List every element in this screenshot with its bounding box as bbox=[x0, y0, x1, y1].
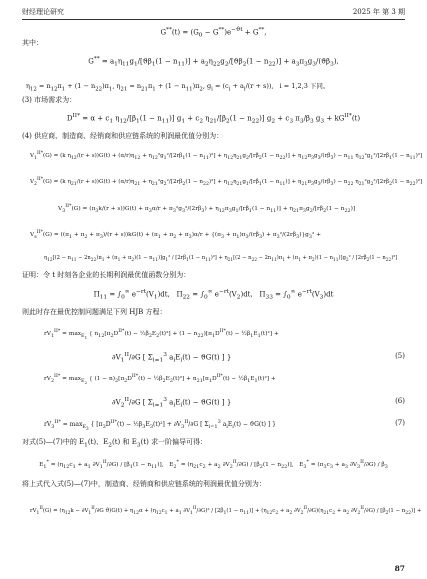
equation-vs-line2: $\eta_{12}[(2 - n_{11} - 2n_{22})\pi_1 + (\pi_1 + \pi_2)(1 - n_{11})]g_1^2 / [2r\beta_1(1 - n_{11})^2] + \eta_{21}[(2 - n_{22} - 2n_{11})\pi_1 + (\pi_1 + \pi_2)(1 - n_{11})]g_2^2 / [2r\beta_2(1 - n_{22})^2]$ bbox=[44, 255, 398, 264]
equation-7-number: (7) bbox=[395, 419, 405, 427]
equation-vs-line1: $V_s^{II*}(G) = ((\pi_1 + \pi_2 + \pi_3)/(r + s))kG(t) + (\pi_1 + \pi_2 + \pi_3)\alpha/r + \{(\pi_3 + \pi_1)\pi_3/(r\beta_3) + \pi_3^2/(2r\beta_3)\}g_3^2$ + bbox=[30, 230, 321, 241]
equation-6-line2: $\partial V_2^{II}/\partial G$ [ $\Sigma_{i=1}^3$ $a_iE_i(t) - ϑG(t)$ ] } bbox=[112, 397, 232, 409]
profit-label: (4) 供应商、制造商、经销商和供应链系统的利润最优值分别为： bbox=[22, 132, 224, 140]
where-label: 其中： bbox=[22, 39, 43, 47]
equation-last: $rV_1^{II}(G) = (\eta_{12}k - \partial V_1^{II}/\partial G$ $ϑ)G(t) + \eta_{12}\alpha + (\eta_{12}c_1 + a_1$ $\partial V_1^{II}/\partial G)^2 / [2\beta_1(1 - n_{11})] + (\eta_{12}c_2 + a_2$ $\partial V_2^{II}/\partial G)(\eta_{21}c_2 + a_2$ $\partial V_2^{II}/\partial G) / [\beta_2(1 - n_{22})]$ + bbox=[30, 506, 422, 516]
equation-g-def: $G^{**} = a_1\eta_{11}g_1/[ϑ\beta_1(1 - n_{11})] + a_2\eta_{22}g_2/[ϑ\beta_2(1 - n_{22})] + a_3\pi_3g_3/(ϑ\beta_3)$, bbox=[88, 56, 339, 68]
equation-demand: $D^{II*} = \alpha + c_1$ $\eta_{12}/[\beta_1(1 - n_{11})] g_1 + c_2$ $\eta_{21}/[\beta_2(1 - n_{22})] g_2 + c_3$ $\pi_3/\beta_3$ $g_3 + kG^{II*}(t)$ bbox=[66, 113, 361, 125]
equation-v1: $V_1^{II*}(G) = (k$ $\eta_{12}/(r + s))G(t) + (\alpha/r)\eta_{12} + \eta_{12}^2g_1^2/[2r\beta_1(1 - n_{11})^2] + \eta_{12}\eta_{21}g_2/[r\beta_2(1 - n_{22})] + \eta_{12}\pi_3g_3/(r\beta_3) - n_{11}$ $\eta_{12}^2g_1^2/[2r\beta_1(1 - n_{11})^2]$ bbox=[30, 151, 423, 161]
equation-pi: $\Pi_{11} = \int_0^\infty$ $e^{-rt}(V_1)dt$, $\Pi_{22} = \int_0^\infty$ $e^{-rt}(V_2)dt$, $\Pi_{33} = \int_0^\infty$ $e^{-rt}(V_3)dt$ bbox=[93, 289, 334, 301]
substitute-text: 将上式代入式(5)—(7)中，制造商、经销商和供应链系统的利润最优值分别为： bbox=[22, 480, 266, 488]
page-body bbox=[22, 24, 423, 561]
demand-label: (3) 市场需求为： bbox=[22, 96, 77, 104]
proof-text: 证明：令 t 时刻各企业的长期利润最优值函数分别为： bbox=[22, 271, 191, 279]
header-rule bbox=[22, 19, 405, 20]
equation-g-star: $G^{**}(t) = (G_0 - G^{**})e^{-ϑt} + G^{**}$, bbox=[160, 27, 267, 39]
equation-6-number: (6) bbox=[395, 397, 405, 405]
hjb-text: 则此时存在最优控制问题满足下列 HJB 方程： bbox=[22, 308, 167, 316]
first-order-text: 对式(5)—(7)中的 $E_1(t)$、$E_2(t)$ 和 $E_3(t)$ 求一阶偏导可得： bbox=[22, 438, 208, 449]
equation-5-line2: $\partial V_1^{II}/\partial G$ [ $\Sigma_{i=1}^3$ $a_iE_i(t) - ϑG(t)$ ] } bbox=[112, 352, 232, 364]
page-number: 87 bbox=[394, 564, 405, 573]
equation-e-star: $E_1^* = (\eta_{12}c_1 + a_1$ $\partial V_1^{II}/\partial G) / [\beta_1(1 - n_{11})]$, $E_2^* = (\eta_{21}c_2 + a_2$ $\partial V_2^{II}/\partial G) / [\beta_2(1 - n_{22})]$, $E_3^* = (\pi_3c_3 + a_3$ $\partial V_3^{II}/\partial G) / \beta_3$ bbox=[39, 460, 388, 471]
journal-name: 财经理论研究 bbox=[22, 8, 64, 16]
equation-v2: $V_2^{II*}(G) = (k$ $\eta_{21}/(r + s))G(t) + (\alpha/r)\eta_{21} + \eta_{21}^2g_2^2/[2r\beta_2(1 - n_{22})^2] + \eta_{12}\eta_{21}g_1/[r\beta_1(1 - n_{11})] + \eta_{21}\pi_3g_3/(r\beta_3) - n_{22}$ $\eta_{21}^2g_2^2/[2r\beta_2(1 - n_{22})^2]$ bbox=[30, 177, 423, 187]
equation-6-line1: $rV_2^{II*} = \max_{E_2}$ { $(1 - n)_2[\pi_2D^{II*}(t)$ − $\frac{1}{2}\beta_2E_2(t)^2] + n_{21}[\pi_1D^{II*}(t)$ − $\frac{1}{2}\beta_1E_1(t)^2$] + bbox=[44, 374, 276, 386]
equation-v3: $V_3^{II*}(G) = (\pi_3k/(r + s))G(t) + \pi_3\alpha/r + \pi_3^2g_3^2/(2r\beta_3) + \eta_{12}\pi_3g_1/[r\beta_1(1 - n_{11})] + \eta_{21}\pi_3g_2/[r\beta_2(1 - n_{22})]$ bbox=[58, 204, 356, 215]
equation-eta-defs: $\eta_{12} = n_{12}\pi_1 + (1 - n_{22})\pi_1$, $\eta_{21} = n_{21}\pi_1 + (1 - n_{11})\pi_2$, $g_i = (c_i + a_i/(r + s))$, i = 1,2,3 下同。 bbox=[26, 82, 330, 93]
equation-5-number: (5) bbox=[395, 352, 405, 360]
equation-7: $rV_3^{II*} = \max_{E_3}$ { [$\pi_3D^{II*}(t)$ − $\frac{1}{2}\beta_3E_3(t)^2] + \partial V_3^{II}/\partial G$ [ $\Sigma_{i=1}^3$ $a_iE_i(t) - ϑG(t)$ ] } bbox=[44, 419, 276, 432]
running-header bbox=[22, 6, 405, 18]
issue-label: 2025 年 第 3 期 bbox=[352, 8, 405, 16]
equation-5-line1: $rV_1^{II*} = \max_{E_1}$ { $n_{12}[\pi_2D^{II*}(t)$ − $\frac{1}{2}\beta_2E_2(t)^2] + (1 - n_{22})[\pi_1D^{II*}(t)$ − $\frac{1}{2}\beta_1E_1(t)^2$] + bbox=[44, 329, 279, 341]
